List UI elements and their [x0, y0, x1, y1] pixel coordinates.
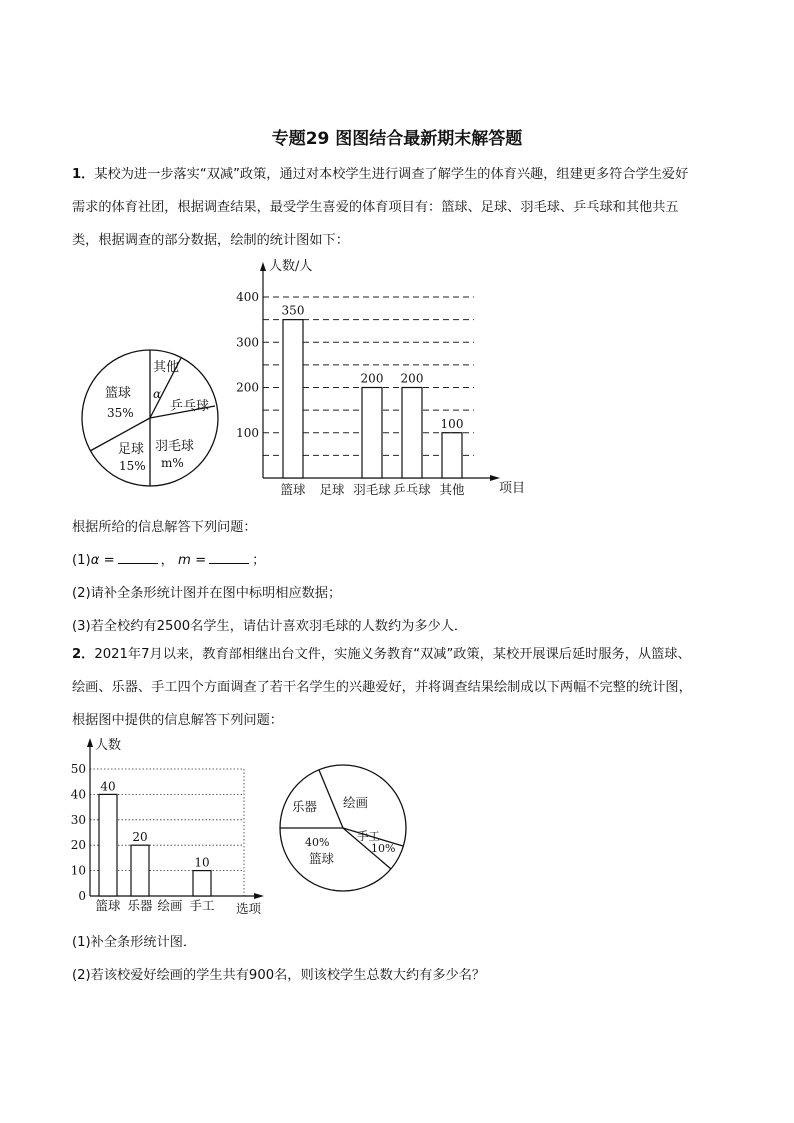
data-label: 100 — [440, 416, 464, 431]
y-tick-label: 10 — [70, 863, 86, 878]
x-tick-label: 篮球 — [280, 482, 306, 497]
q1-sub2: (2)请补全条形统计图并在图中标明相应数据； — [72, 586, 342, 601]
y-tick-label: 50 — [70, 762, 86, 776]
y-tick-label: 400 — [236, 290, 259, 304]
y-tick-label: 20 — [70, 838, 86, 853]
x-tick-label: 篮球 — [95, 898, 121, 913]
q2-bar-chart — [62, 732, 282, 922]
bar — [99, 794, 117, 896]
q1-pie-label-m: m% — [161, 456, 184, 470]
x-tick-label: 乒乓球 — [393, 482, 431, 497]
data-label: 10 — [194, 855, 210, 870]
q2-sub1: (1)补全条形统计图． — [72, 935, 197, 950]
y-tick-label: 40 — [70, 787, 86, 802]
x-tick-label: 绘画 — [157, 898, 183, 913]
q1-intro-line-3: 类，根据调查的部分数据，绘制的统计图如下： — [72, 233, 349, 248]
q1-pie-label-yumao: 羽毛球 — [155, 439, 195, 454]
x-axis-label: 项目 — [499, 481, 526, 496]
q1-pie-label-lanqiu-pct: 35% — [107, 406, 134, 420]
q1-sub1: (1)α = ， m = ； — [72, 553, 266, 568]
q1-pie-label-pingpang: 乒乓球 — [170, 399, 210, 414]
q2-sub2: (2)若该校爱好绘画的学生共有900名，则该校学生总数大约有多少名？ — [72, 968, 486, 983]
y-tick-label: 100 — [236, 425, 259, 440]
x-tick-label: 羽毛球 — [353, 482, 391, 497]
data-label: 40 — [100, 779, 116, 794]
q1-intro — [72, 158, 732, 257]
bar — [193, 871, 211, 896]
q2-pie-label-shougong-pct: 10% — [371, 842, 396, 855]
y-axis-label: 人数 — [95, 738, 122, 753]
y-tick-label: 0 — [78, 889, 86, 903]
x-tick-label: 乐器 — [127, 898, 153, 913]
x-axis-arrow — [254, 893, 264, 899]
q1-number: 1． — [72, 167, 95, 182]
data-label: 350 — [281, 303, 305, 318]
y-axis-arrow — [87, 738, 93, 747]
q1-pie-label-qita: 其他 — [153, 360, 180, 375]
bar — [442, 433, 462, 478]
q1-alpha-answer-blank[interactable] — [118, 563, 158, 564]
q1-bar-chart — [228, 252, 538, 502]
q1-alpha-symbol: α — [90, 553, 100, 568]
q1-pie-label-lanqiu: 篮球 — [105, 386, 132, 401]
data-label: 200 — [360, 371, 384, 386]
y-tick-label: 300 — [236, 335, 259, 350]
q2-pie-chart — [273, 763, 413, 893]
q2-pie-label-lanqiu-pct: 40% — [305, 836, 330, 849]
q2-intro-line-2: 绘画、乐器、手工四个方面调查了若干名学生的兴趣爱好，并将调查结果绘制成以下两幅不完整的统计图， — [72, 680, 692, 695]
q1-pie-label-zuqiu-pct: 15% — [119, 459, 146, 473]
q1-pie-label-alpha: α — [153, 387, 162, 401]
bar — [362, 388, 382, 479]
data-label: 20 — [132, 830, 148, 845]
q2-pie-label-huihua: 绘画 — [343, 795, 369, 810]
q1-intro-line-2: 需求的体育社团，根据调查结果，最受学生喜爱的体育项目有：篮球、足球、羽毛球、乒乓球和其他共五 — [72, 200, 679, 215]
x-tick-label: 足球 — [319, 482, 345, 497]
q2-pie-divider-top — [319, 770, 343, 828]
q2-pie-label-lanqiu: 篮球 — [309, 851, 335, 866]
q2-intro-line-1: 2．2021年7月以来，教育部相继出台文件，实施义务教育“双减”政策，某校开展课后延时服务，从篮球、 — [72, 647, 691, 662]
q1-m-symbol: m — [178, 553, 191, 568]
bar — [283, 320, 303, 478]
y-tick-label: 200 — [236, 380, 259, 395]
q1-prompt: 根据所给的信息解答下列问题： — [72, 520, 257, 535]
q1-m-answer-blank[interactable] — [209, 563, 249, 564]
x-tick-label: 其他 — [439, 482, 465, 497]
bar — [402, 388, 422, 479]
y-axis-label: 人数/人 — [269, 259, 313, 274]
q1-pie-chart — [75, 343, 225, 493]
q2-number: 2． — [72, 647, 95, 662]
q1-sub3: (3)若全校约有2500名学生，请估计喜欢羽毛球的人数约为多少人． — [72, 619, 468, 634]
y-tick-label: 30 — [70, 812, 86, 827]
y-axis-arrow — [260, 262, 266, 271]
q2-intro — [72, 638, 732, 737]
q2-pie-label-shougong: 手工 — [357, 829, 380, 843]
q2-intro-line-3: 根据图中提供的信息解答下列问题： — [72, 713, 283, 728]
x-axis-label: 选项 — [236, 901, 262, 916]
page-title: 专题29 图图结合最新期末解答题 — [271, 129, 523, 149]
q1-pie-label-zuqiu: 足球 — [118, 442, 145, 457]
q1-intro-line-1: 1．某校为进一步落实“双减”政策，通过对本校学生进行调查了解学生的体育兴趣，组建更多符合学生爱好 — [72, 167, 689, 182]
x-tick-label: 手工 — [189, 898, 215, 913]
q2-pie-label-yueqi: 乐器 — [292, 799, 318, 814]
bar — [131, 845, 149, 896]
data-label: 200 — [400, 371, 424, 386]
